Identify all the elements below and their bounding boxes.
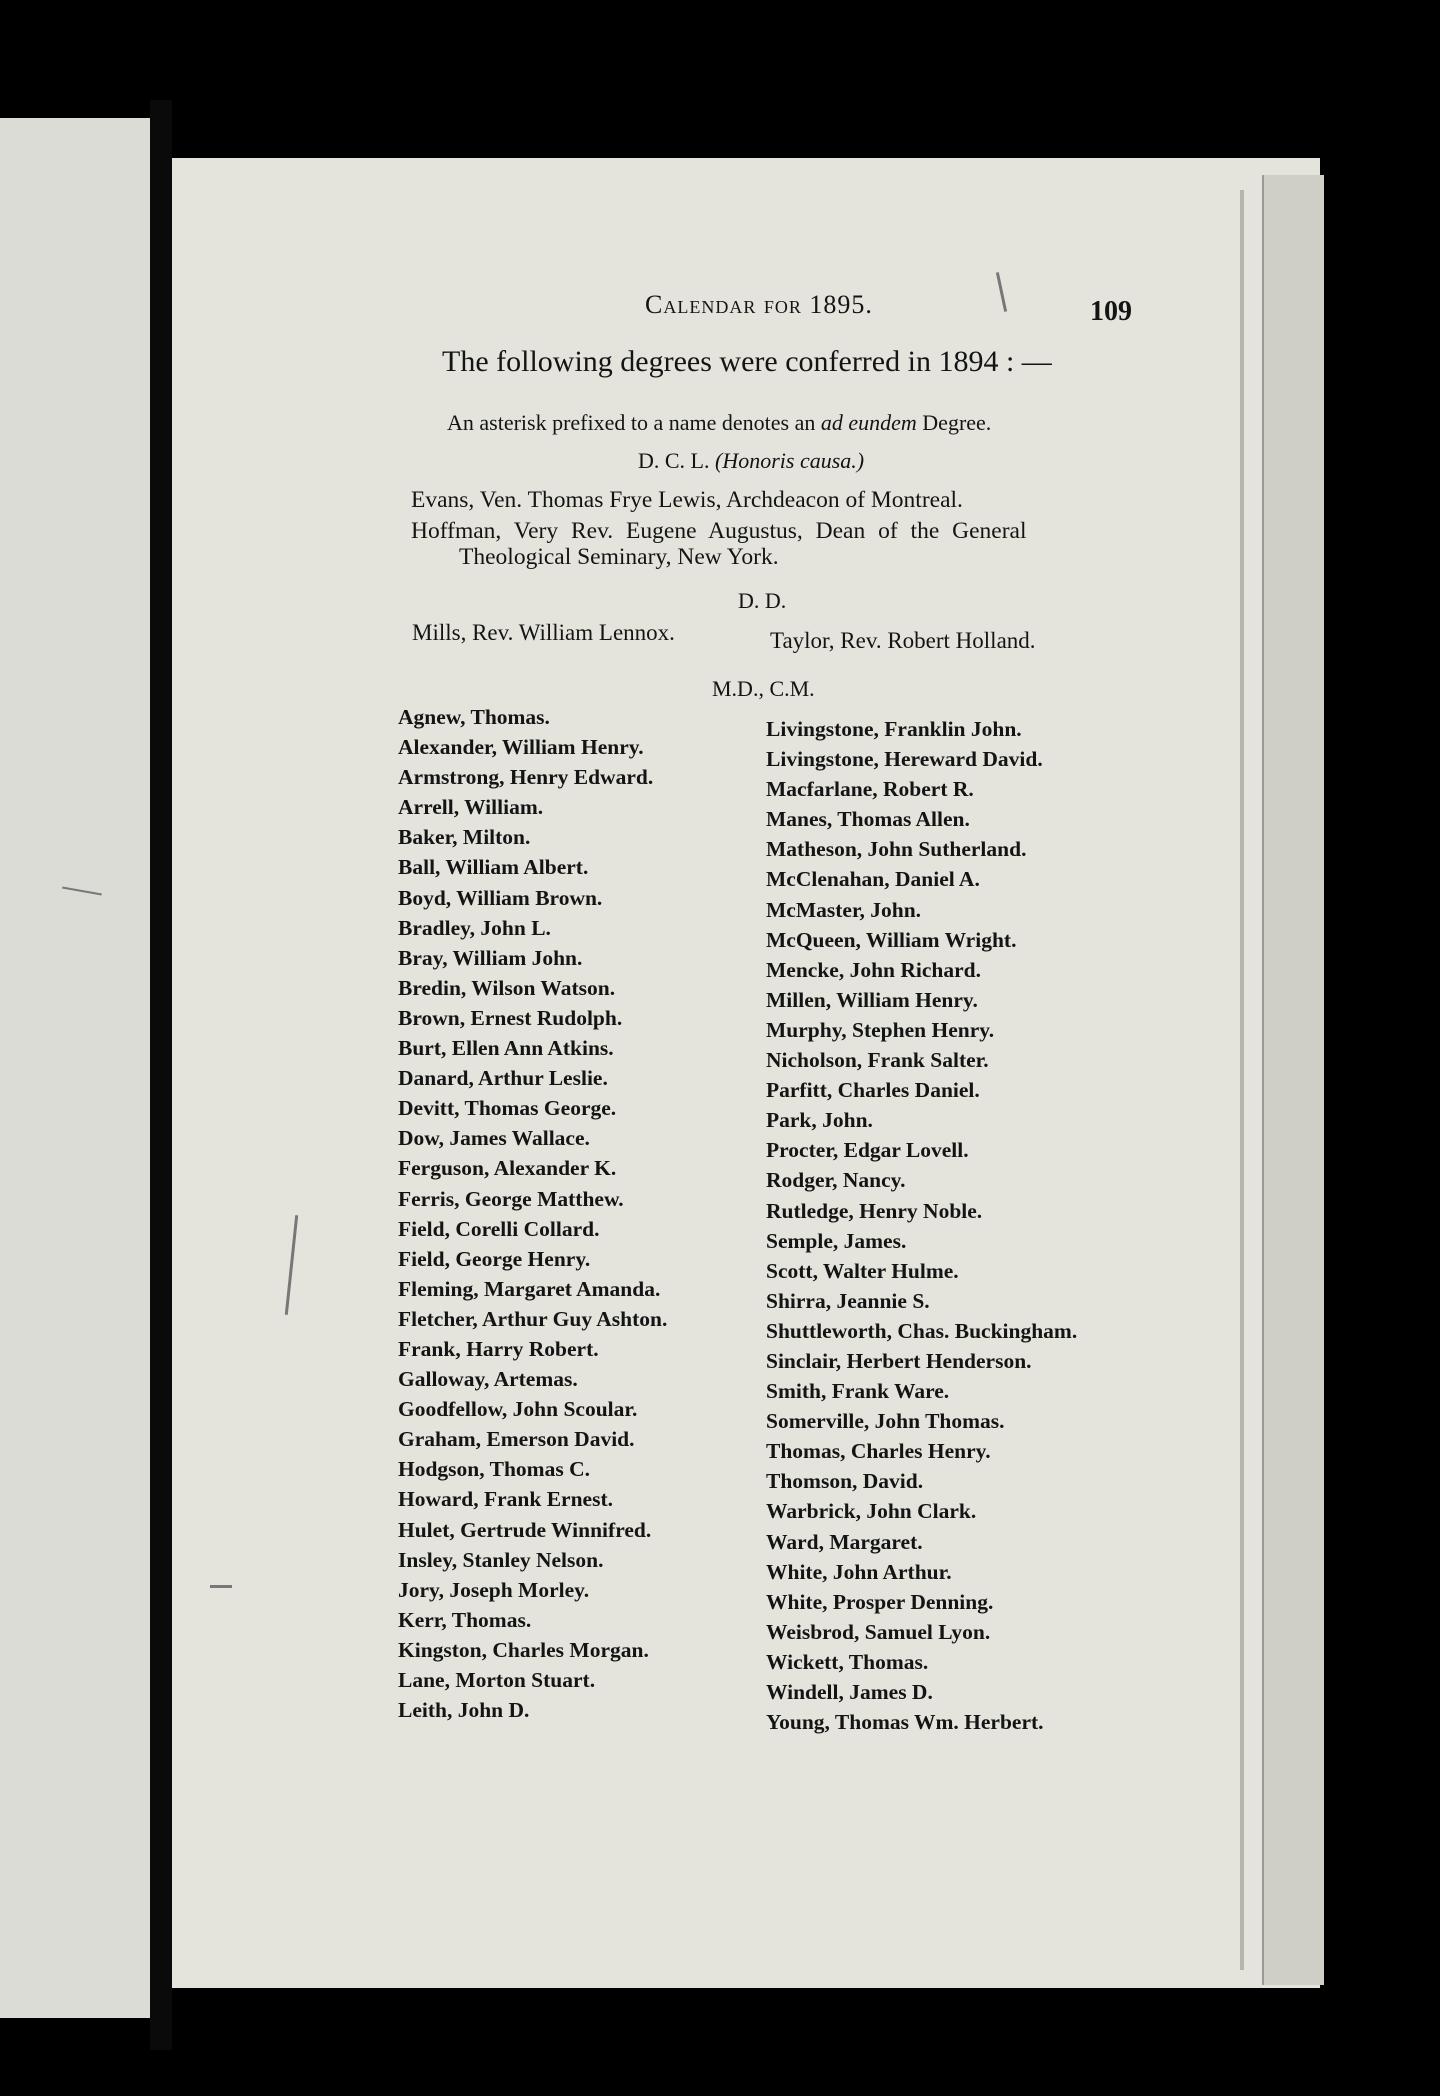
graduate-name: Boyd, William Brown. [398, 885, 603, 910]
book-gutter [150, 100, 172, 2050]
graduate-name: Rutledge, Henry Noble. [766, 1198, 983, 1223]
graduate-name: White, Prosper Denning. [766, 1589, 994, 1614]
graduate-name: Armstrong, Henry Edward. [398, 765, 654, 790]
dcl-entry: Theological Seminary, New York. [459, 544, 779, 570]
graduate-name: Howard, Frank Ernest. [398, 1487, 613, 1512]
dcl-heading-label: D. C. L. [638, 448, 710, 473]
graduate-name: Parfitt, Charles Daniel. [766, 1078, 980, 1103]
scan-mark [210, 1585, 232, 1588]
graduate-name: Semple, James. [766, 1228, 907, 1253]
graduate-name: Manes, Thomas Allen. [766, 807, 970, 832]
graduate-name: Alexander, William Henry. [398, 735, 644, 760]
graduate-name: Ball, William Albert. [398, 855, 589, 880]
graduate-name: White, John Arthur. [766, 1559, 952, 1584]
graduate-name: Smith, Frank Ware. [766, 1379, 950, 1404]
dcl-entry: Hoffman, Very Rev. Eugene Augustus, Dean of the General [411, 518, 1027, 544]
graduate-name: Field, George Henry. [398, 1246, 591, 1271]
graduate-name: Ward, Margaret. [766, 1529, 923, 1554]
graduate-name: Insley, Stanley Nelson. [398, 1547, 604, 1572]
page-edge [1262, 175, 1324, 1985]
asterisk-note-italic: ad eundem [820, 410, 917, 435]
dcl-heading-note: (Honoris causa.) [715, 448, 865, 473]
dd-heading: D. D. [738, 588, 787, 613]
graduate-name: Livingstone, Franklin John. [766, 717, 1022, 741]
graduate-name: Weisbrod, Samuel Lyon. [766, 1619, 991, 1644]
graduate-name: Young, Thomas Wm. Herbert. [766, 1710, 1044, 1735]
graduate-name: McMaster, John. [766, 897, 922, 922]
page-number: 109 [1090, 296, 1132, 327]
graduate-name: Kerr, Thomas. [398, 1607, 532, 1632]
graduate-name: Livingstone, Hereward David. [766, 747, 1043, 772]
dd-entry: Mills, Rev. William Lennox. [412, 620, 675, 645]
intro-line: The following degrees were conferred in 1894 : — [442, 345, 1052, 378]
graduate-name: Devitt, Thomas George. [398, 1096, 617, 1121]
graduate-name: Hulet, Gertrude Winnifred. [398, 1517, 652, 1542]
asterisk-note-before: An asterisk prefixed to a name denotes an [447, 410, 821, 435]
graduate-name: Fleming, Margaret Amanda. [398, 1276, 661, 1301]
graduate-name: Wickett, Thomas. [766, 1649, 929, 1674]
graduate-name: Field, Corelli Collard. [398, 1216, 600, 1241]
graduate-name: Goodfellow, John Scoular. [398, 1397, 638, 1422]
graduate-name: McClenahan, Daniel A. [766, 867, 980, 892]
page-edge-line [1240, 190, 1244, 1970]
graduate-name: Bray, William John. [398, 945, 583, 970]
graduate-name: Procter, Edgar Lovell. [766, 1138, 969, 1163]
asterisk-note-after: Degree. [916, 410, 992, 435]
graduate-name: Mencke, John Richard. [766, 957, 981, 982]
asterisk-note [447, 410, 991, 436]
graduate-name: Somerville, John Thomas. [766, 1409, 1005, 1434]
graduate-name: Matheson, John Sutherland. [766, 837, 1027, 862]
running-head-title: Calendar for [645, 290, 802, 319]
graduate-name: Bredin, Wilson Watson. [398, 975, 616, 1000]
graduate-name: Kingston, Charles Morgan. [398, 1637, 649, 1662]
mdcm-right-column [766, 714, 1077, 1737]
graduate-name: Shuttleworth, Chas. Buckingham. [766, 1318, 1078, 1343]
graduate-name: Arrell, William. [398, 795, 544, 820]
running-head [645, 290, 873, 320]
graduate-name: Leith, John D. [398, 1698, 530, 1723]
graduate-name: Warbrick, John Clark. [766, 1499, 977, 1524]
graduate-name: Danard, Arthur Leslie. [398, 1066, 608, 1091]
facing-page [0, 118, 150, 2018]
mdcm-left-column [398, 702, 667, 1725]
graduate-name: Graham, Emerson David. [398, 1427, 635, 1452]
graduate-name: Baker, Milton. [398, 825, 531, 850]
graduate-name: Lane, Morton Stuart. [398, 1668, 596, 1692]
mdcm-heading: M.D., C.M. [712, 676, 815, 701]
graduate-name: Park, John. [766, 1108, 873, 1133]
graduate-name: Hodgson, Thomas C. [398, 1457, 590, 1482]
graduate-name: Murphy, Stephen Henry. [766, 1017, 995, 1042]
graduate-name: Fletcher, Arthur Guy Ashton. [398, 1306, 668, 1331]
graduate-name: Shirra, Jeannie S. [766, 1288, 930, 1313]
graduate-name: Ferris, George Matthew. [398, 1186, 624, 1211]
graduate-name: Sinclair, Herbert Henderson. [766, 1348, 1032, 1373]
graduate-name: Jory, Joseph Morley. [398, 1577, 590, 1602]
dcl-heading [638, 448, 864, 474]
graduate-name: Bradley, John L. [398, 915, 551, 940]
dd-entry: Taylor, Rev. Robert Holland. [770, 628, 1036, 653]
running-head-year: 1895. [809, 290, 873, 319]
graduate-name: Rodger, Nancy. [766, 1168, 906, 1193]
graduate-name: Millen, William Henry. [766, 987, 978, 1012]
graduate-name: Ferguson, Alexander K. [398, 1156, 617, 1181]
graduate-name: Agnew, Thomas. [398, 705, 550, 729]
dcl-entry: Evans, Ven. Thomas Frye Lewis, Archdeacon of Montreal. [411, 487, 963, 513]
graduate-name: McQueen, William Wright. [766, 927, 1017, 952]
graduate-name: Nicholson, Frank Salter. [766, 1048, 989, 1073]
graduate-name: Brown, Ernest Rudolph. [398, 1005, 623, 1030]
graduate-name: Windell, James D. [766, 1680, 933, 1704]
graduate-name: Dow, James Wallace. [398, 1126, 590, 1151]
graduate-name: Frank, Harry Robert. [398, 1336, 599, 1361]
graduate-name: Scott, Walter Hulme. [766, 1258, 959, 1283]
graduate-name: Galloway, Artemas. [398, 1367, 578, 1392]
graduate-name: Thomson, David. [766, 1469, 924, 1494]
graduate-name: Thomas, Charles Henry. [766, 1439, 991, 1464]
graduate-name: Burt, Ellen Ann Atkins. [398, 1036, 614, 1061]
graduate-name: Macfarlane, Robert R. [766, 777, 974, 802]
